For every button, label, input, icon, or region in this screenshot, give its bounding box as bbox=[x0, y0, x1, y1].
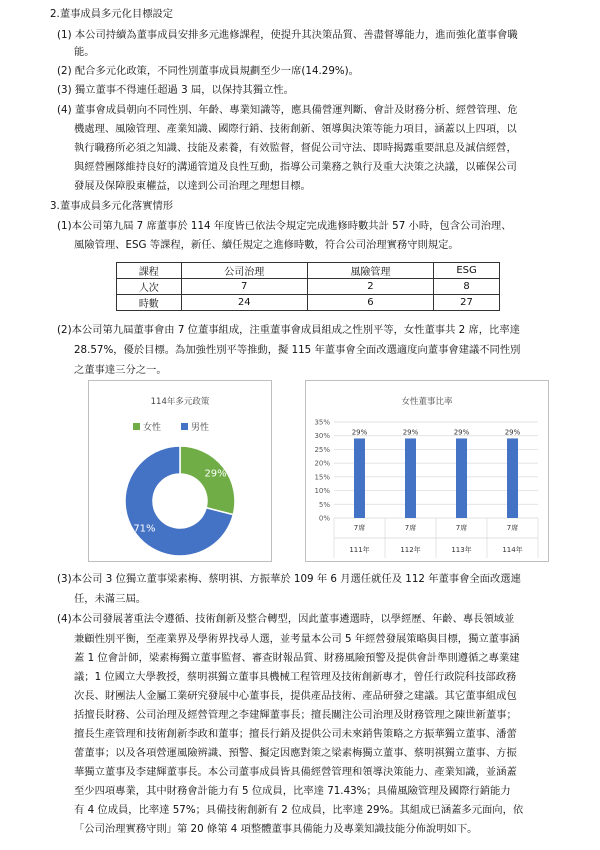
table-cell: 6 bbox=[307, 295, 433, 311]
s3-item2-line2: 28.57%，優於目標。為加強性別平等推動，擬 115 年董事會全面改選適度向董事會建議不同性別 bbox=[74, 344, 521, 356]
y-tick-label: 10% bbox=[314, 487, 330, 496]
s3-item4-line2: 兼顧性別平衡，至產業界及學術界找尋人選，並考量本公司 5 年經營發展策略與目標，獨立董事涵 bbox=[74, 633, 520, 645]
s2-item3: (3) 獨立董事不得連任超過 3 屆，以保持其獨立性。 bbox=[57, 84, 294, 96]
bar bbox=[354, 438, 365, 518]
s3-item4-line5: 次長、財團法人金屬工業研究發展中心董事長，提供產品技術、產品研發之建議。其它董事組成包 bbox=[74, 690, 517, 702]
x-group-label: 114年 bbox=[502, 546, 523, 554]
s3-item2-line3: 之董事達三分之一。 bbox=[74, 364, 167, 376]
legend-swatch-male bbox=[181, 423, 188, 430]
bar bbox=[405, 438, 416, 518]
s3-item4-line7: 擅長生產管理和技術創新李政和董事；擅長行銷及提供公司未來銷售策略之方振華獨立董事、潘蕾 bbox=[74, 728, 517, 740]
x-category-label: 7席 bbox=[455, 524, 468, 532]
s3-item4-line11: 有 4 位成員，比率達 57%；具備技術創新有 2 位成員，比率達 29%。其組成已涵蓋多元面向，依 bbox=[74, 804, 524, 816]
s3-item4-line6: 括擅長財務、公司治理及經營管理之李建輝董事長；擅長關注公司治理及財務管理之陳世新董事； bbox=[74, 709, 517, 721]
y-tick-label: 35% bbox=[314, 418, 330, 427]
bar-chart-title: 女性董事比率 bbox=[401, 397, 453, 407]
bar-data-label: 29% bbox=[453, 428, 470, 437]
s2-item2: (2) 配合多元化政策，不同性別董事成員規劃至少一席(14.29%)。 bbox=[57, 65, 359, 77]
table-cell: 24 bbox=[181, 295, 307, 311]
table-cell: 27 bbox=[434, 295, 500, 311]
y-tick-label: 20% bbox=[314, 459, 330, 468]
s3-item4-line9: 華獨立董事及李建輝董事長。本公司董事成員皆具備經營管理和領導決策能力、產業知識，並涵蓋 bbox=[74, 766, 517, 778]
y-tick-label: 0% bbox=[318, 514, 330, 523]
legend-swatch-female bbox=[133, 423, 140, 430]
pie-legend bbox=[133, 421, 209, 433]
table-header-row bbox=[117, 263, 500, 279]
x-category-label: 7席 bbox=[404, 524, 417, 532]
table-header-cell: ESG bbox=[434, 263, 500, 279]
pie-chart-title: 114年多元政策 bbox=[150, 397, 210, 407]
bar-data-label: 29% bbox=[351, 428, 368, 437]
x-group-label: 113年 bbox=[451, 546, 472, 554]
s2-item1-line1: (1) 本公司持續為董事成員安排多元進修課程，使提升其決策品質、善盡督導能力，進而強化董事會職 bbox=[57, 29, 518, 41]
pie-slice-female bbox=[180, 446, 235, 515]
legend-label-female: 女性 bbox=[143, 423, 162, 433]
section2-heading: 2.董事成員多元化目標設定 bbox=[50, 8, 174, 20]
table-cell: 人次 bbox=[117, 279, 182, 295]
table-cell: 2 bbox=[307, 279, 433, 295]
table-header-cell: 公司治理 bbox=[181, 263, 307, 279]
s2-item4-line1: (4) 董事會成員朝向不同性別、年齡、專業知識等，應具備營運判斷、會計及財務分析、經營管理、危 bbox=[57, 104, 518, 116]
bar-data-label: 29% bbox=[402, 428, 419, 437]
pie-data-label-female: 29% bbox=[204, 468, 227, 480]
s3-item4-line10: 至少四項專業，其中財務會計能力有 5 位成員，比率達 71.43%；具備風險管理及國際行銷能力 bbox=[74, 785, 511, 797]
table-cell: 7 bbox=[181, 279, 307, 295]
bar bbox=[456, 438, 467, 518]
x-group-label: 112年 bbox=[400, 546, 421, 554]
bar-chart-svg bbox=[306, 381, 548, 561]
s2-item1-line2: 能。 bbox=[74, 46, 95, 58]
s3-item2-line1: (2)本公司第九屆董事會由 7 位董事組成，注重董事會成員組成之性別平等，女性董事共 2 席，比率達 bbox=[57, 324, 520, 336]
pie-data-label-male: 71% bbox=[133, 523, 156, 535]
s2-item4-line4: 與經營團隊維持良好的溝通管道及良性互動，指導公司業務之執行及重大決策之決議，以確保公司 bbox=[74, 161, 517, 173]
s3-item4-line3: 蓋 1 位會計師，梁素梅獨立董事監督、審查財報品質、財務風險預警及提供會計準則遵循之專業建 bbox=[74, 652, 520, 664]
s3-item3-line2: 任，未滿三屆。 bbox=[74, 593, 147, 605]
y-tick-label: 25% bbox=[314, 445, 330, 454]
s3-item4-line4: 議；1 位國立大學教授，蔡明祺獨立董事具機械工程管理及技術創新專才，曾任行政院科技部政務 bbox=[74, 671, 517, 683]
s3-item4-line8: 蕾董事；以及各項營運風險辨識、預警、擬定因應對策之梁素梅獨立董事、蔡明祺獨立董事、方振 bbox=[74, 747, 517, 759]
female-ratio-bar-chart bbox=[305, 380, 549, 562]
legend-label-male: 男性 bbox=[191, 423, 210, 433]
table-header-cell: 課程 bbox=[117, 263, 182, 279]
s3-item3-line1: (3)本公司 3 位獨立董事梁素梅、蔡明祺、方振華於 109 年 6 月選任就任及 112 年董事會全面改選連 bbox=[57, 573, 521, 585]
s3-item4-line1: (4)本公司發展著重法令遵循、技術創新及整合轉型，因此董事遴選時，以學經歷、年齡、專長領域並 bbox=[57, 613, 515, 625]
training-table bbox=[116, 262, 500, 311]
x-category-label: 7席 bbox=[506, 524, 519, 532]
table-header-cell: 風險管理 bbox=[307, 263, 433, 279]
s3-item1-line1: (1)本公司第九屆 7 席董事於 114 年度皆已依法令規定完成進修時數共計 57 小時，包含公司治理、 bbox=[57, 220, 512, 232]
section3-heading: 3.董事成員多元化落實情形 bbox=[50, 200, 174, 212]
s2-item4-line5: 發展及保障股東權益，以達到公司治理之理想目標。 bbox=[74, 180, 311, 192]
pie-chart-svg bbox=[89, 381, 271, 561]
table-row bbox=[117, 295, 500, 311]
s2-item4-line2: 機處理、風險管理、產業知識、國際行銷、技術創新、領導與決策等能力項目，涵蓋以上四項，以 bbox=[74, 123, 517, 135]
x-category-label: 7席 bbox=[353, 524, 366, 532]
y-tick-label: 5% bbox=[318, 500, 330, 509]
table-cell: 時數 bbox=[117, 295, 182, 311]
y-tick-label: 30% bbox=[314, 432, 330, 441]
s3-item4-line12: 「公司治理實務守則」第 20 條第 4 項整體董事具備能力及專業知識技能分佈說明如下。 bbox=[74, 823, 478, 835]
x-group-label: 111年 bbox=[349, 546, 370, 554]
s3-item1-line2: 風險管理、ESG 等課程，新任、續任規定之進修時數，符合公司治理實務守則規定。 bbox=[74, 239, 459, 251]
gender-pie-chart bbox=[88, 380, 272, 562]
bar-data-label: 29% bbox=[504, 428, 521, 437]
s2-item4-line3: 執行職務所必須之知識、技能及素養，有效監督，督促公司守法、即時揭露重要訊息及誠信經營， bbox=[74, 142, 517, 154]
table-cell: 8 bbox=[434, 279, 500, 295]
bar bbox=[507, 438, 518, 518]
y-tick-label: 15% bbox=[314, 473, 330, 482]
table-row bbox=[117, 279, 500, 295]
